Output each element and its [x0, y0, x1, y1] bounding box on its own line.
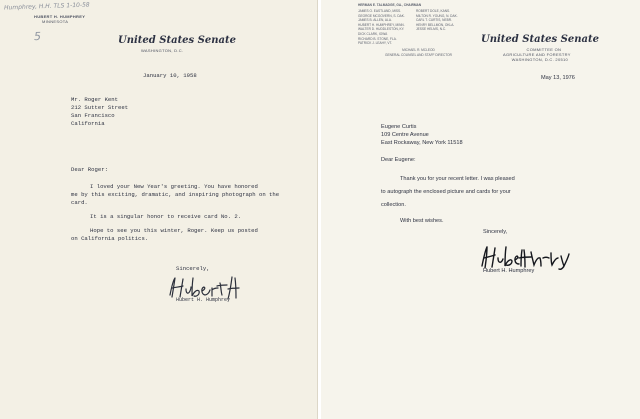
address-line: Mr. Roger Kent [71, 96, 118, 103]
letter-body [381, 173, 515, 228]
body-line: Thank you for your recent letter. I was pleased [400, 176, 515, 182]
roster-member: WALTER D. HUDDLESTON, KY. [358, 27, 405, 32]
letter-1957-page [0, 0, 318, 419]
committee-roster-heading: HERMAN E. TALMADGE, GA., CHAIRMAN [358, 3, 422, 7]
roster-member: ROBERT DOLE, KANS. [416, 9, 451, 13]
roster-member: JAMES O. EASTLAND, MISS. [358, 9, 402, 13]
recipient-address [71, 96, 128, 128]
sender-state: MINNESOTA [42, 19, 69, 24]
address-line: Eugene Curtis [381, 124, 417, 130]
committee-line: WASHINGTON, D.C. 20510 [511, 57, 569, 62]
body-line: card. [71, 199, 88, 206]
committee-line: AGRICULTURE AND FORESTRY [503, 52, 571, 57]
body-line: It is a singular honor to receive card No. 2. [90, 213, 242, 220]
address-line: California [71, 120, 105, 127]
committee-line: COMMITTEE ON [526, 47, 562, 52]
roster-member: JAMES B. ALLEN, ALA. [358, 18, 392, 23]
address-line: East Rockaway, New York 11518 [381, 140, 463, 146]
typed-signature-name: Hubert H. Humphrey [176, 297, 231, 303]
body-line: on California politics. [71, 235, 149, 242]
body-line: I loved your New Year's greeting. You have honored [90, 183, 258, 190]
sender-header: HUBERT H. HUMPHREY [34, 14, 86, 19]
body-line: Hope to see you this winter, Roger. Keep us posted [90, 227, 258, 234]
roster-member: CARL T. CURTIS, NEBR. [416, 18, 452, 23]
typed-signature-name: Hubert H. Humphrey [483, 268, 535, 274]
roster-member: HUBERT H. HUMPHREY, MINN. [358, 22, 405, 27]
closing: Sincerely, [176, 265, 210, 272]
address-line: San Francisco [71, 112, 115, 119]
roster-member: GEORGE MCGOVERN, S. DAK. [358, 13, 405, 18]
body-line: With best wishes. [400, 218, 444, 224]
committee-name [503, 47, 571, 62]
roster-member: RICHARD B. STONE, FLA. [358, 36, 397, 41]
letter-body [71, 183, 279, 243]
pencil-number: 5 [33, 29, 42, 44]
staff-title: GENERAL COUNSEL AND STAFF DIRECTOR [385, 52, 452, 57]
salutation: Dear Eugene: [381, 157, 416, 163]
address-line: 212 Sutter Street [71, 104, 129, 111]
roster-member: MILTON R. YOUNG, N. DAK. [416, 13, 458, 18]
senate-masthead: United States Senate [118, 35, 236, 46]
body-line: to autograph the enclosed picture and cards for your [381, 189, 511, 195]
body-line: collection. [381, 202, 406, 208]
roster-member: JESSE HELMS, N.C. [416, 27, 447, 32]
letter-date: May 13, 1976 [541, 75, 575, 81]
closing: Sincerely, [483, 229, 508, 235]
staff-name: MICHAEL R. MCLEOD [402, 48, 435, 52]
roster-member: HENRY BELLMON, OKLA. [416, 22, 455, 27]
pencil-archival-note: Humphrey, H.H. TLS 1-10-58 [3, 1, 90, 12]
salutation: Dear Roger: [71, 166, 108, 173]
committee-roster-minority [416, 9, 458, 32]
masthead-city: WASHINGTON, D.C. [141, 48, 184, 53]
roster-member: DICK CLARK, IOWA [358, 31, 388, 36]
body-line: me by this exciting, dramatic, and inspiring photograph on the [71, 191, 280, 198]
committee-staff [385, 48, 452, 57]
roster-member: PATRICK J. LEAHY, VT. [358, 41, 393, 46]
address-line: 109 Centre Avenue [381, 132, 429, 138]
recipient-address [381, 123, 463, 147]
senate-masthead: United States Senate [481, 34, 599, 45]
letter-date: January 10, 1958 [143, 72, 197, 79]
letter-1976-page [321, 0, 640, 419]
committee-roster-majority [358, 9, 405, 46]
